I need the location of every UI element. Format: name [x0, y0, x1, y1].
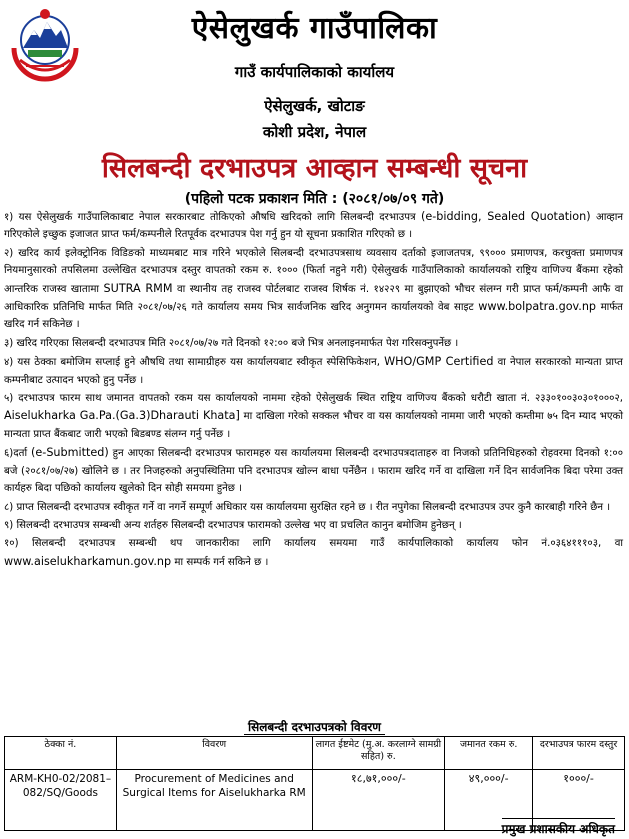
- notice-body: [4, 208, 623, 572]
- notice-title: सिलबन्दी दरभाउपत्र आव्हान सम्बन्धी सूचना: [101, 153, 528, 184]
- paragraph-3: ३) खरिद गरिएका सिलबन्दी दरभाउपत्र मिति २०८१/०७/२७ गते दिनको १२:०० बजे भित्र अनलाइनमार्फत पेश गरिसक्नुपर्नेछ ।: [4, 337, 459, 349]
- paragraph-10: १०) सिलबन्दी दरभाउपत्र सम्बन्धी थप जानकारीका लागि कार्यालय समयमा गाउँ कार्यपालिकाको कार्यालय फोन नं.०३६४१११०३, वा www.aiselukharkamun.gov.np मा सम्पर्क गर्न सकिने छ ।: [4, 538, 623, 568]
- signatory-title: प्रमुख प्रशासकीय अधिकृत: [502, 818, 615, 837]
- table-header-row: [5, 737, 625, 770]
- municipality-title: ऐसेलुखर्क गाउँपालिका: [191, 11, 438, 46]
- contract-no-cell: ARM-KH0-02/2081–082/SQ/Goods: [5, 770, 117, 831]
- col-cost-estimate: लागत ईष्टमेट (मु.अ. करलाग्ने सामग्री सहित) रु.: [312, 737, 445, 770]
- security-amount-cell: ४९,०००/-: [445, 770, 533, 831]
- col-contract-no: ठेक्का नं.: [5, 737, 117, 770]
- paragraph-6: ६)दर्ता (e-Submitted) हुन आएका सिलबन्दी दरभाउपत्र फारामहरु यस कार्यालयमा सिलबन्दी दरभाउपत्रदाताहरु वा निजको प्रतिनिधिहरुको रोहवरमा दिनको १:०० बजे (२०८१/०७/२७) खोलिने छ । तर निजहरुको अनुपस्थितिमा पनि दरभाउपत्र खोल्न बाधा पर्नेछैन । फाराम खरिद गर्ने वा दाखिला गर्ने दिन सार्वजनिक बिदा परेमा उक्त कार्यहरु बिदा पछिको कार्यालय खुलेको दिन सोही समयमा हुनेछ ।: [4, 446, 623, 495]
- col-security-amount: जमानत रकम रु.: [445, 737, 533, 770]
- paragraph-8: ८) प्राप्त सिलबन्दी दरभाउपत्र स्वीकृत गर्ने वा नगर्ने सम्पूर्ण अधिकार यस कार्यालयमा सुरक्षित रहने छ । रीत नपुगेका सिलबन्दी दरभाउपत्र उपर कुनै कारबाही गरिने छैन ।: [4, 501, 611, 513]
- publish-date: (पहिलो पटक प्रकाशन मिति : (२०८१/०७/०९ गते): [184, 191, 445, 207]
- paragraph-5: ५) दरभाउपत्र फारम साथ जमानत वापतको रकम यस कार्यालयको नाममा रहेको ऐसेलुखर्क स्थित राष्ट्रिय वाणिज्य बैंकको धरौटी खाता नं. २३३०१००३०३०१०००२, Aiselukharka Ga.Pa.(Ga.3)Dharauti Khata] मा दाखिला गरेको सक्कल भौचर वा यस कार्यालयको नाममा जारी भएको कम्तीमा ७५ दिन म्याद भएको मान्यता प्राप्त बैंकबाट जारी भएको बिडबण्ड संलग्न गर्नु पर्नेछ ।: [4, 393, 623, 440]
- paragraph-9: ९) सिलबन्दी दरभाउपत्र सम्बन्धी अन्य शर्तहरु सिलबन्दी दरभाउपत्र फारामको उल्लेख भए वा प्रचलित कानुन बमोजिम हुनेछन् ।: [4, 519, 462, 531]
- bid-table-title: सिलबन्दी दरभाउपत्रको विवरण: [0, 718, 629, 735]
- col-description: विवरण: [116, 737, 312, 770]
- cost-estimate-cell: १८,७१,०००/-: [312, 770, 445, 831]
- bolpatra-link[interactable]: www.bolpatra.gov.np: [478, 300, 597, 314]
- location-line-2: कोशी प्रदेश, नेपाल: [262, 123, 367, 141]
- office-name: गाउँ कार्यपालिकाको कार्यालय: [234, 63, 395, 81]
- location-line-1: ऐसेलुखर्क, खोटाङ: [264, 97, 365, 115]
- form-fee-cell: १०००/-: [533, 770, 625, 831]
- paragraph-4: ४) यस ठेक्का बमोजिम सप्लाई हुने औषधि तथा सामाग्रीहरु यस कार्यालयबाट स्वीकृत स्पेसिफिकेशन, WHO/GMP Certified वा नेपाल सरकारको मान्यता प्राप्त कम्पनीबाट उत्पादन भएको हुनु पर्नेछ ।: [4, 355, 623, 386]
- col-form-fee: दरभाउपत्र फारम दस्तुर: [533, 737, 625, 770]
- municipality-website-link[interactable]: www.aiselukharkamun.gov.np: [4, 554, 172, 568]
- description-cell: Procurement of Medicines and Surgical Items for Aiselukharka RM: [116, 770, 312, 831]
- bid-details-table: [4, 736, 625, 831]
- paragraph-1: १) यस ऐसेलुखर्क गाउँपालिकाबाट नेपाल सरकारबाट तोकिएको औषधि खरिदको लागि सिलबन्दी दरभाउपत्र (e-bidding, Sealed Quotation) आव्हान गरिएकोले इच्छुक इजाजत प्राप्त फर्म/कम्पनीले रितपूर्वक दरभाउपत्र पेश गर्नु हुन यो सूचना प्रकाशित गरिएको छ ।: [4, 210, 623, 241]
- paragraph-2: २) खरिद कार्य इलेक्ट्रोनिक विडिङको माध्यमबाट मात्र गरिने भएकोले सिलबन्दी दरभाउपत्रसाथ व्यवसाय दर्ताको इजाजतपत्र, ९९००० प्रमाणपत्र, करचुक्ता प्रमाणपत्र नियमानुसारको तपसिलमा उल्लेखित दरभाउपत्र दस्तुर वापतको रकम रु. १००० (फिर्ता नहुने गरी) ऐसेलुखर्क गाउँपालिकाको कार्यालयको राष्ट्रिय वाणिज्य बैंकमा रहेको आन्तरिक राजस्व खातामा SUTRA RMM वा स्थानीय तह राजस्व पोर्टलबाट राजस्व शिर्षक नं. १४२२९ मा बुझाएको भौचर संलग्न गरी प्राप्त फर्म/कम्पनी आफै वा आधिकारिक प्रतिनिधि मार्फत मिति २०८१/०७/२६ गते कार्यालय समय भित्र सार्वजनिक खरिद अनुगमन कार्यालयको वेब साइट www.bolpatra.gov.np मार्फत खरिद गर्न सकिनेछ ।: [4, 247, 623, 331]
